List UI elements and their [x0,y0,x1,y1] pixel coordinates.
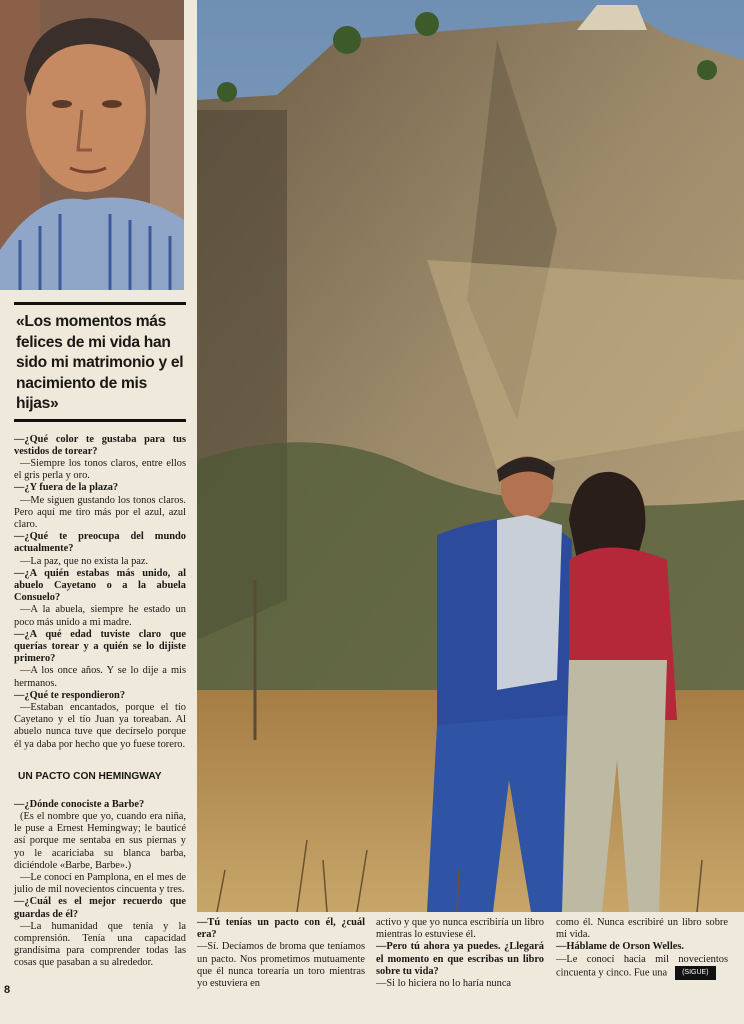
bottom-column-3 [556,917,728,980]
question: —¿A quién estabas más unido, al abuelo Cayetano o a la abuela Consuelo? [14,567,186,604]
answer: —Me siguen gustando los tonos claros. Pero aquí me tiro más por el azul, azul claro. [14,494,186,530]
answer: como él. Nunca escribiré un libro sobre mi vida. [556,917,728,941]
question: —¿Qué te respondieron? [14,689,126,701]
main-photo [197,0,744,912]
bottom-column-2 [376,917,544,990]
answer: —Sí. Decíamos de broma que teníamos un pacto. Nos prometimos mutuamente que él nunca torearía un toro mientras yo estuviera en [197,941,365,990]
headline-rule-bottom [14,419,186,422]
question: —¿Qué te preocupa del mundo actualmente? [14,531,186,555]
question: —Tú tenías un pacto con él, ¿cuál era? [197,917,365,941]
page-number: 8 [4,984,11,996]
answer: —Estaban encantados, porque el tío Cayetano y el tío Juan ya toreaban. Al abuelo nunca tuve que decírselo porque él ya daba por hecho que yo fuese torero. [14,701,186,750]
answer [556,954,728,980]
answer: —La paz, que no exista la paz. [20,555,149,567]
answer: —Si lo hiciera no lo haría nunca [376,978,512,990]
bottom-column-1 [197,917,365,990]
question: —¿Cuál es el mejor recuerdo que guardas de él? [14,896,186,920]
portrait-photo [0,0,184,290]
answer: —A la abuela, siempre he estado un poco más unido a mi madre. [14,604,186,628]
section-subheading: UN PACTO CON HEMINGWAY [18,770,162,782]
left-column [14,302,186,970]
question: —Pero tú ahora ya puedes. ¿Llegará el momento en que escribas un libro sobre tu vida? [376,941,544,977]
answer: —Siempre los tonos claros, entre ellos el gris perla y oro. [14,457,186,482]
question: —¿A qué edad tuviste claro que querías torear y a quién se lo dijiste primero? [14,628,186,665]
question: —Háblame de Orson Welles. [556,941,684,953]
interview-block-2 [14,799,186,970]
question: —¿Dónde conociste a Barbe? [14,798,145,810]
continued-label: (SIGUE) [675,966,715,980]
answer-text: —Le conocí hacia mil novecientos cincuenta y cinco. Fue una [556,953,728,979]
question: —¿Qué color te gustaba para tus vestidos de torear? [14,433,186,457]
question: —¿Y fuera de la plaza? [14,482,119,494]
answer: (Es el nombre que yo, cuando era niña, le puse a Ernest Hemingway; le bauticé así porque me sentaba en sus piernas y yo le acariciaba su blanca barba, diciéndole «Barbe, Barbe».) [14,810,186,871]
pull-quote-headline: «Los momentos más felices de mi vida han sido mi matrimonio y el nacimiento de mis hijas» [16,313,184,412]
answer: —A los once años. Y se lo dije a mis hermanos. [14,665,186,689]
answer: activo y que yo nunca escribiría un libro mientras lo estuviese él. [376,917,544,941]
interview-block-1 [14,434,186,751]
answer: —La humanidad que tenía y la comprensión. Tenía una capacidad grandísima para comprender todas las cosas que pasaban a su alrededor. [14,920,186,969]
answer: —Le conocí en Pamplona, en el mes de julio de mil novecientos cincuenta y tres. [14,872,186,896]
